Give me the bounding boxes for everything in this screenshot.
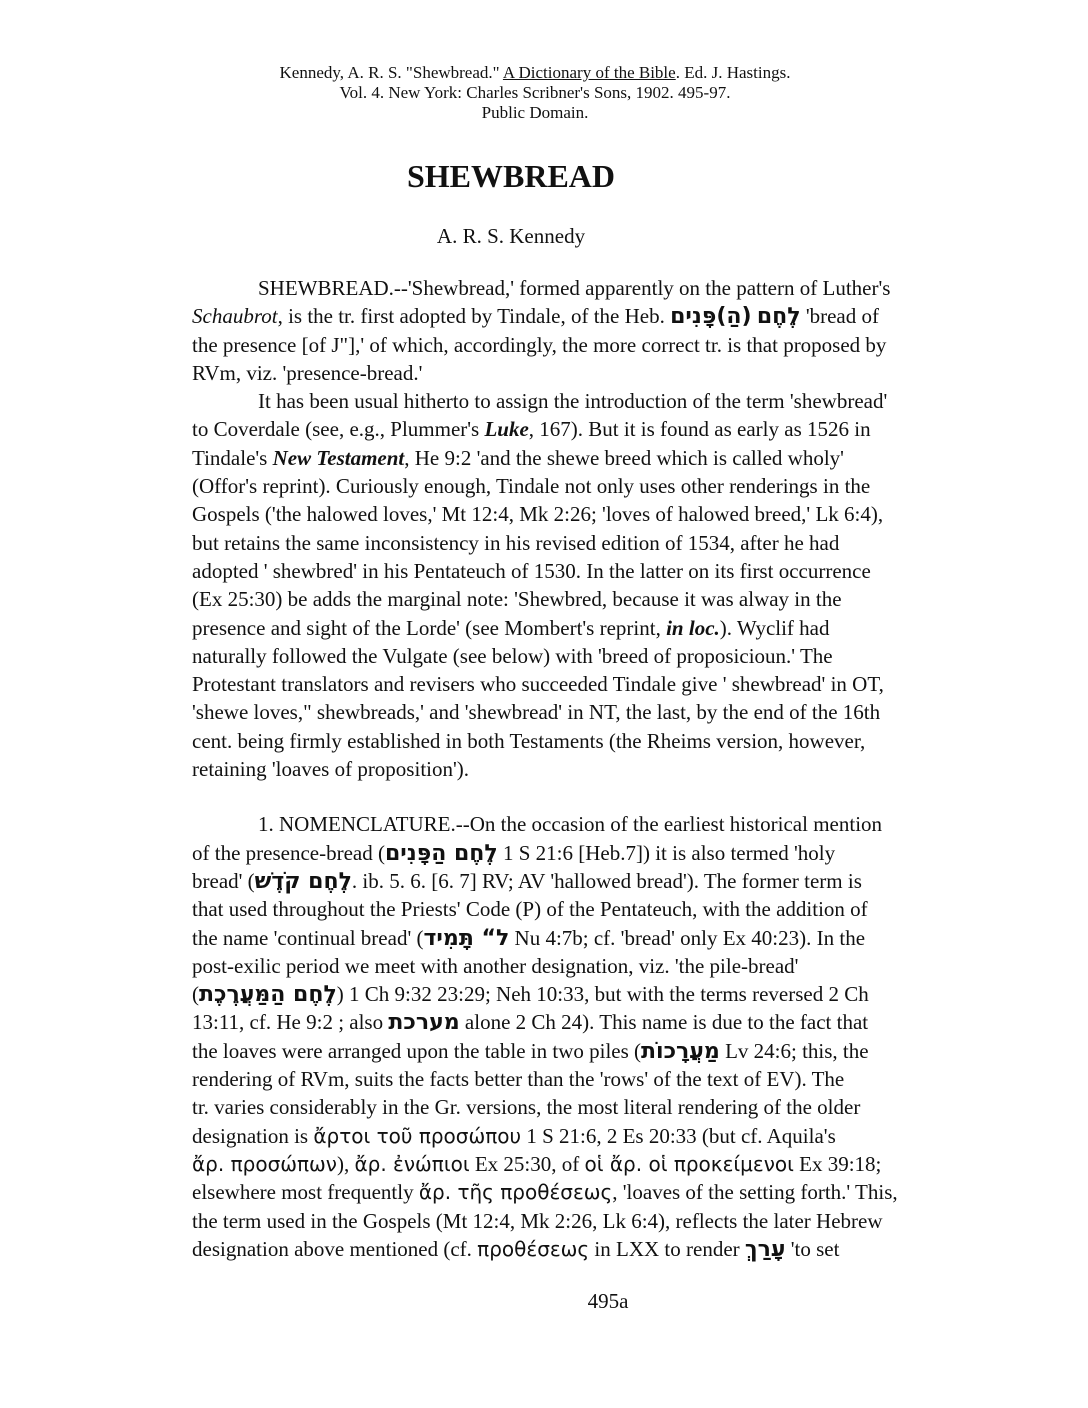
citation-line-1 [0,63,1070,83]
article-author: A. R. S. Kennedy [436,224,586,248]
hebrew-term: מַעֲרָכוֹת [641,1038,720,1064]
text-line [192,387,982,415]
text-run [273,446,405,470]
text-line [192,1093,982,1121]
text-line [192,924,982,952]
text-run: Gospels ('the halowed loves,' Mt 12:4, Mk 2:26; 'loves of halowed breed,' Lk 6:4), [192,502,884,527]
text-line [192,1065,982,1093]
hebrew-term: לֶחֶם [756,304,801,330]
text-line [192,810,982,838]
text-line [192,670,982,698]
paragraph-gap [192,783,982,810]
citation-line-2: Vol. 4. New York: Charles Scribner's Sons, 1902. 495-97. [339,83,731,102]
text-line [192,1178,982,1206]
text-run: ( [192,982,199,1007]
text-line [192,585,982,613]
text-line [192,642,982,670]
text-run: bread' ( [192,868,255,893]
citation-editor-text: . Ed. J. Hastings. [675,63,791,82]
text-run: Tindale's [192,445,273,470]
citation-block [0,63,1070,123]
text-run: rendering of RVm, suits the facts better than the 'rows' of the text of EV). The [192,1067,845,1092]
text-run: alone 2 Ch 24). This name is due to the fact that [459,1010,869,1035]
text-line [192,444,982,472]
text-line [192,698,982,726]
greek-term: ἄρ. προσώπων [192,1151,337,1176]
text-line [192,529,982,557]
text-run: 'to set [785,1236,840,1261]
text-run [484,417,528,441]
text-run: Schaubrot [192,304,278,329]
page-title: SHEWBREAD [406,158,616,194]
citation-author-text: Kennedy, A. R. S. "Shewbread." [279,63,503,82]
text-line [192,952,982,980]
hebrew-term: לֶחֶם הַמַּעֲרֶכֶת [199,982,337,1008]
text-run: SHEWBREAD.--'Shewbread,' formed apparently on the pattern of Luther's [258,276,891,300]
hebrew-term: עָרַךְ [744,1236,786,1262]
text-run: the term used in the Gospels (Mt 12:4, Mk 2:26, Lk 6:4), reflects the later Hebrew [192,1208,883,1233]
text-run: to Coverdale (see, e.g., Plummer's [192,417,485,442]
text-run: (Offor's reprint). Curiously enough, Tindale not only uses other renderings in the [192,474,871,499]
text-run: It has been usual hitherto to assign the introduction of the term 'shewbread' [258,389,888,414]
text-line [192,557,982,585]
text-line [192,1150,982,1178]
text-line [192,415,982,443]
text-line [192,472,982,500]
text-line [192,839,982,867]
text-run: , 167). But it is found as early as 1526 in [528,417,871,442]
text-run: 'bread of [800,304,879,329]
text-run: , is the tr. first adopted by Tindale, of the Heb. [277,304,671,329]
text-run: , 'loaves of the setting forth.' This, [612,1180,898,1205]
text-run: ) 1 Ch 9:32 23:29; Neh 10:33, but with the terms reversed 2 Ch [336,982,869,1007]
text-line [192,727,982,755]
text-run: of the presence-bread ( [192,840,385,865]
text-run: Ex 39:18; [793,1151,882,1176]
text-run: New Testament [272,445,405,470]
greek-term: ἄρτοι τοῦ προσώπου [313,1123,522,1148]
text-run: cent. being firmly established in both Testaments (the Rheims version, however, [192,728,866,753]
text-run: in loc. [666,615,720,640]
page-number: 495a [587,1289,629,1313]
text-line [192,331,982,359]
text-run: but retains the same inconsistency in his revised edition of 1534, after he had [192,530,840,555]
text-run: RVm, viz. 'presence-bread.' [192,360,423,385]
text-run: the presence [of J"],' of which, accordingly, the more correct tr. is that proposed by [192,332,887,357]
text-line [192,302,982,330]
text-run: the name 'continual bread' ( [192,925,424,950]
greek-term: προθέσεως [477,1236,590,1261]
hebrew-term: מערכת [388,1010,460,1036]
text-run: Luke [484,417,529,442]
text-line [192,1122,982,1150]
text-run: post-exilic period we meet with another designation, viz. 'the pile-bread' [192,953,799,978]
citation-line-3: Public Domain. [481,103,589,122]
text-run: (Ex 25:30) be adds the marginal note: 'Shewbred, because it was alway in the [192,587,842,612]
text-run: Ex 25:30, of [469,1151,585,1176]
hebrew-term: ל“ תָּמִיד [423,925,510,951]
text-run: , He 9:2 'and the shewe breed which is called wholy' [404,445,844,470]
text-run: 13:11, cf. He 9:2 ; also [192,1010,389,1035]
text-line [192,1037,982,1065]
greek-term: οἱ ἄρ. οἱ προκείμενοι [584,1151,794,1176]
text-run: 1. NOMENCLATURE.--On the occasion of the earliest historical mention [258,812,883,837]
text-run: adopted ' shewbred' in his Pentateuch of 1530. In the latter on its first occurrence [192,558,871,583]
text-line [192,1235,982,1263]
text-line [192,755,982,783]
text-run: that used throughout the Priests' Code (P) of the Pentateuch, with the addition of [192,897,868,922]
text-run: designation is [192,1123,314,1148]
text-line [192,980,982,1008]
text-line [192,1008,982,1036]
text-line [192,1207,982,1235]
text-run: in LXX to render [589,1236,745,1261]
text-run: 1 S 21:6 [Heb.7]) it is also termed 'holy [497,840,836,865]
article-body [192,274,982,1263]
text-run: . ib. 5. 6. [6. 7] RV; AV 'hallowed bread'). The former term is [351,868,862,893]
hebrew-term: (הַ)פָּנִים [670,304,752,330]
text-run: elsewhere most frequently [192,1180,419,1205]
text-line [192,359,982,387]
text-run: presence and sight of the Lorde' (see Mombert's reprint, [192,615,667,640]
text-run: designation above mentioned (cf. [192,1236,478,1261]
text-run: Lv 24:6; this, the [719,1038,869,1063]
greek-term: ἄρ. τῆς προθέσεως [418,1180,613,1205]
text-run: 1 S 21:6, 2 Es 20:33 (but cf. Aquila's [521,1123,836,1148]
text-run: tr. varies considerably in the Gr. versions, the most literal rendering of the older [192,1095,861,1120]
text-run: ). Wyclif had [719,615,830,640]
text-line [192,614,982,642]
text-line [192,895,982,923]
text-run: 'shewe loves," shewbreads,' and 'shewbread' in NT, the last, by the end of the 16th [192,700,881,725]
hebrew-term: לֶחֶם קֹדֶשׁ [254,868,352,894]
text-line [192,274,982,302]
text-run: the loaves were arranged upon the table in two piles ( [192,1038,642,1063]
text-run [666,616,720,640]
hebrew-term: לֶחֶם הַפָּנִים [384,840,498,866]
text-line [192,867,982,895]
text-run: retaining 'loaves of proposition'). [192,757,470,782]
citation-book-title: A Dictionary of the Bible [502,63,676,82]
text-line [192,500,982,528]
greek-term: ἄρ. ἐνώπιοι [354,1151,470,1176]
text-run: naturally followed the Vulgate (see below) with 'breed of proposicioun.' The [192,643,833,668]
text-run: Protestant translators and revisers who succeeded Tindale give ' shewbread' in OT, [192,672,884,697]
text-run: ), [336,1151,355,1176]
text-run: Nu 4:7b; cf. 'bread' only Ex 40:23). In the [509,925,866,950]
